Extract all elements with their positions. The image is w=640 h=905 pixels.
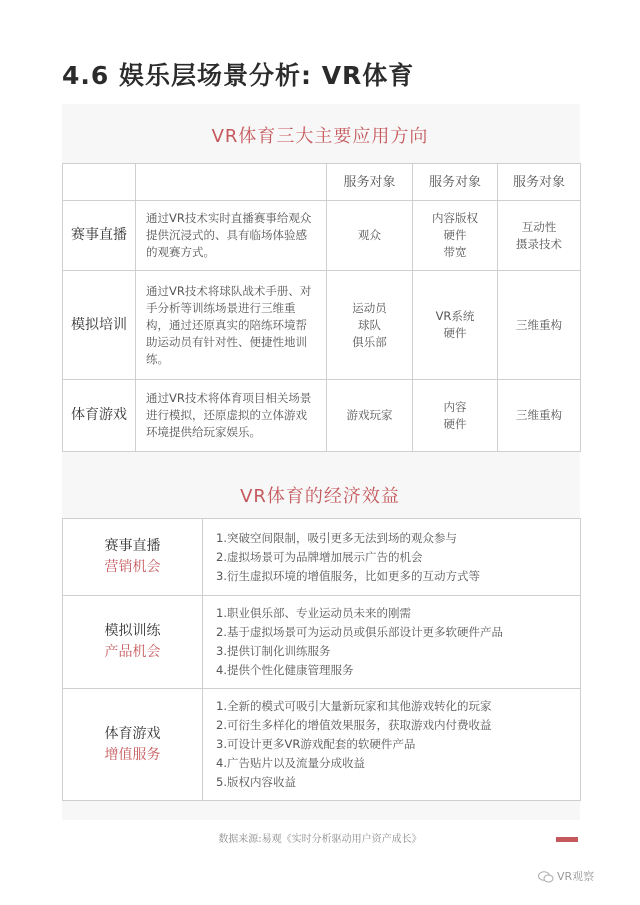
cell-line: VR系统 [435, 309, 475, 323]
list-item: 5.版权内容收益 [216, 775, 296, 789]
watermark-text: VR观察 [557, 870, 595, 883]
row-label: 赛事直播 [63, 201, 136, 271]
cell-line: 硬件 [443, 416, 467, 431]
benefit-category: 体育游戏 [104, 725, 161, 742]
cell-line: 三维重构 [516, 408, 562, 422]
accent-bar [556, 837, 578, 842]
cell-line: 带宽 [443, 245, 467, 259]
header-cell: 服务对象 [327, 164, 413, 201]
cell-line: 游戏玩家 [346, 408, 393, 422]
benefit-list [203, 596, 581, 689]
cell-line: 运动员 [352, 300, 387, 315]
list-item: 1.职业俱乐部、专业运动员未来的刚需 [216, 606, 411, 620]
benefit-type: 产品机会 [104, 644, 161, 660]
benefit-category: 赛事直播 [104, 538, 161, 554]
cell-line: 观众 [358, 228, 381, 242]
cell-line: 硬件 [443, 326, 467, 340]
benefit-label [63, 519, 203, 596]
row-col2 [413, 380, 498, 452]
benefit-label [63, 689, 203, 801]
cell-line: 俱乐部 [352, 334, 387, 349]
row-description: 通过VR技术将体育项目相关场景进行模拟，还原虚拟的立体游戏环境提供给玩家娱乐。 [136, 380, 327, 452]
list-item: 1.全新的模式可吸引大量新玩家和其他游戏转化的玩家 [216, 699, 492, 713]
benefit-list [203, 689, 581, 801]
header-blank-cell [136, 164, 327, 201]
benefit-type: 增值服务 [104, 746, 161, 763]
wechat-icon [538, 871, 554, 883]
row-description: 通过VR技术实时直播赛事给观众提供沉浸式的、具有临场体验感的观赛方式。 [136, 201, 327, 271]
row-col3 [498, 201, 581, 271]
row-col1 [327, 271, 413, 380]
table-row [63, 201, 581, 271]
row-col3 [498, 271, 581, 380]
list-item: 2.可衍生多样化的增值效果服务，获取游戏内付费收益 [216, 718, 492, 732]
row-description: 通过VR技术将球队战术手册、对手分析等训练场景进行三维重构，通过还原真实的陪练环境帮助运动员有针对性、便捷性地训练。 [136, 271, 327, 380]
list-item: 3.提供订制化训练服务 [216, 644, 331, 658]
list-item: 1.突破空间限制，吸引更多无法到场的观众参与 [216, 530, 457, 545]
row-col3 [498, 380, 581, 452]
cell-line: 摄录技术 [516, 236, 562, 251]
table1-title: VR体育三大主要应用方向 [211, 126, 429, 147]
watermark [538, 868, 594, 884]
page-heading: 4.6 娱乐层场景分析: VR体育 [62, 61, 415, 90]
benefit-list [203, 519, 581, 596]
table-row [63, 596, 581, 689]
benefit-type: 营销机会 [104, 559, 161, 575]
cell-line: 内容 [443, 399, 467, 414]
row-label: 体育游戏 [63, 380, 136, 452]
list-item: 2.基于虚拟场景可为运动员或俱乐部设计更多软硬件产品 [216, 625, 503, 639]
economic-benefits-table [62, 518, 581, 801]
row-col1 [327, 201, 413, 271]
data-source: 数据来源:易观《实时分析驱动用户资产成长》 [218, 834, 422, 845]
row-label: 模拟培训 [63, 271, 136, 380]
table-row [63, 271, 581, 380]
cell-line: 硬件 [443, 228, 467, 242]
header-cell: 服务对象 [498, 164, 581, 201]
benefit-category: 模拟训练 [104, 623, 161, 639]
table-row [63, 689, 581, 801]
table-header-row [63, 164, 581, 201]
cell-line: 三维重构 [516, 317, 562, 332]
header-blank-cell [63, 164, 136, 201]
list-item: 3.衍生虚拟环境的增值服务，比如更多的互动方式等 [216, 568, 480, 583]
cell-line: 互动性 [521, 219, 557, 234]
list-item: 3.可设计更多VR游戏配套的软硬件产品 [216, 737, 416, 751]
application-directions-table [62, 163, 581, 452]
benefit-label [63, 596, 203, 689]
table-row [63, 519, 581, 596]
row-col1 [327, 380, 413, 452]
cell-line: 内容版权 [432, 211, 478, 225]
row-col2 [413, 201, 498, 271]
list-item: 4.提供个性化健康管理服务 [216, 663, 354, 677]
table2-title: VR体育的经济效益 [240, 486, 400, 507]
cell-line: 球队 [358, 317, 381, 332]
list-item: 4.广告贴片以及流量分成收益 [216, 756, 365, 770]
list-item: 2.虚拟场景可为品牌增加展示广告的机会 [216, 549, 423, 564]
row-col2 [413, 271, 498, 380]
table-row [63, 380, 581, 452]
header-cell: 服务对象 [413, 164, 498, 201]
